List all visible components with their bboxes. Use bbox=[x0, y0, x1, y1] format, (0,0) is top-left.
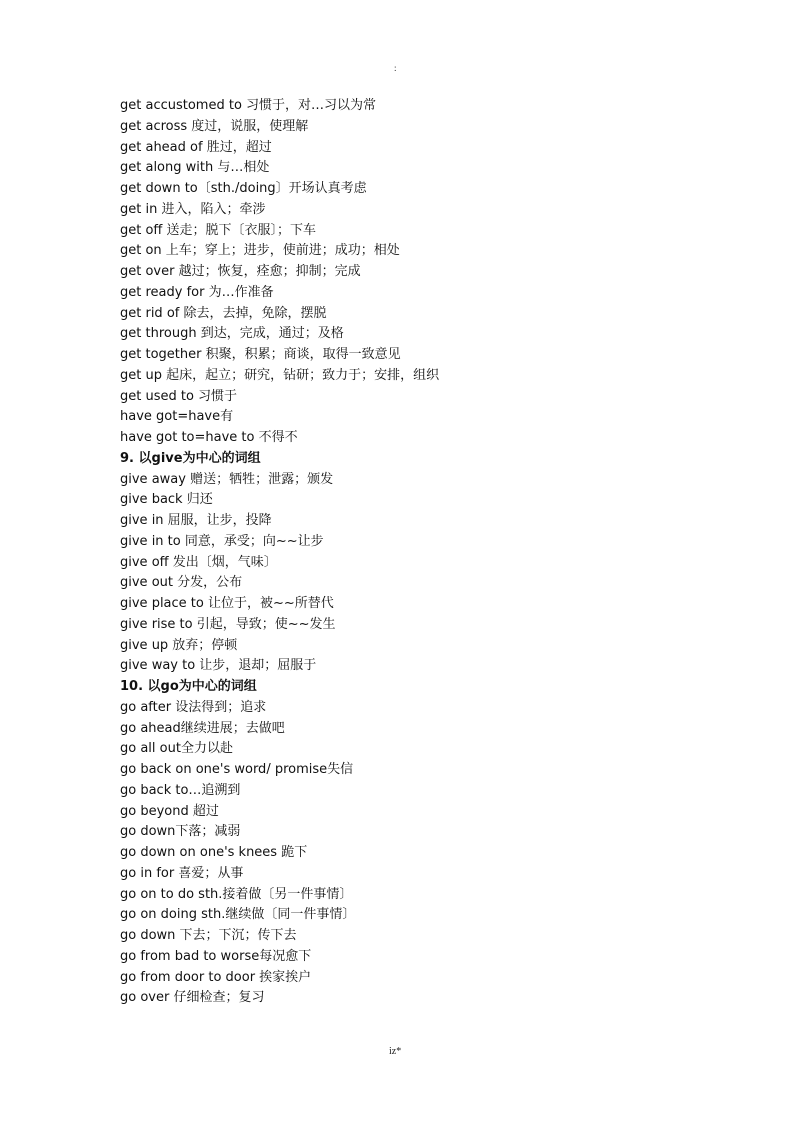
page-footer-mark: iz* bbox=[389, 1046, 402, 1057]
phrase-line: give off 发出〔烟，气味〕 bbox=[120, 554, 277, 570]
phrase-line: get in 进入，陷入；牵涉 bbox=[120, 201, 266, 217]
phrase-line: go down下落；减弱 bbox=[120, 824, 241, 840]
phrase-line: go back to…追溯到 bbox=[120, 782, 241, 798]
phrase-line: give place to 让位于，被~~所替代 bbox=[120, 596, 334, 611]
phrase-line: give in 屈服，让步，投降 bbox=[120, 513, 272, 528]
phrase-line: get up 起床，起立；研究，钻研；致力于；安排，组织 bbox=[120, 367, 440, 383]
phrase-line: go from door to door 挨家挨户 bbox=[120, 969, 312, 985]
phrase-line: get accustomed to 习惯于，对…习以为常 bbox=[120, 98, 377, 113]
phrase-line: go down 下去；下沉；传下去 bbox=[120, 928, 297, 943]
phrase-line: get rid of 除去，去掉，免除，摆脱 bbox=[120, 305, 327, 321]
phrase-line: get across 度过，说服，使理解 bbox=[120, 118, 309, 134]
phrase-line: go back on one's word/ promise失信 bbox=[120, 762, 354, 777]
phrase-line: get over 越过；恢复，痊愈；抑制；完成 bbox=[120, 264, 361, 279]
phrase-line: give up 放弃；停顿 bbox=[120, 637, 238, 653]
phrase-line: give away 赠送；牺牲；泄露；颁发 bbox=[120, 471, 334, 487]
phrase-line: go after 设法得到；追求 bbox=[120, 699, 267, 715]
section-heading: 10. 以go为中心的词组 bbox=[120, 679, 257, 694]
phrase-line: get ahead of 胜过，超过 bbox=[120, 139, 272, 155]
phrase-line: have got to=have to 不得不 bbox=[120, 430, 298, 445]
phrase-line: have got=have有 bbox=[120, 409, 234, 425]
phrase-line: go beyond 超过 bbox=[120, 803, 219, 819]
phrase-line: go on to do sth.接着做〔另一件事情〕 bbox=[120, 886, 353, 902]
phrase-line: get through 到达，完成，通过；及格 bbox=[120, 326, 344, 342]
phrase-line: give back 归还 bbox=[120, 492, 213, 508]
phrase-line: get used to 习惯于 bbox=[120, 388, 238, 404]
phrase-line: go from bad to worse每况愈下 bbox=[120, 948, 312, 964]
phrase-line: go all out全力以赴 bbox=[120, 741, 233, 757]
phrase-line: get on 上车；穿上；进步，使前进；成功；相处 bbox=[120, 243, 400, 259]
phrase-line: get along with 与…相处 bbox=[120, 160, 270, 176]
phrase-line: get off 送走；脱下〔衣服〕；下车 bbox=[120, 222, 317, 238]
phrase-line: get together 积聚，积累；商谈，取得一致意见 bbox=[120, 347, 401, 362]
phrase-line: get down to〔sth./doing〕开场认真考虑 bbox=[120, 181, 367, 196]
phrase-list bbox=[120, 96, 720, 1009]
section-heading: 9. 以give为中心的词组 bbox=[120, 450, 261, 466]
phrase-line: go on doing sth.继续做〔同一件事情〕 bbox=[120, 907, 356, 923]
phrase-line: go down on one's knees 跪下 bbox=[120, 845, 308, 860]
phrase-line: give in to 同意，承受；向~~让步 bbox=[120, 533, 324, 549]
phrase-line: go in for 喜爱；从事 bbox=[120, 865, 244, 881]
header-mark: : bbox=[394, 63, 397, 73]
phrase-line: give out 分发，公布 bbox=[120, 575, 243, 591]
phrase-line: get ready for 为…作准备 bbox=[120, 284, 274, 300]
phrase-line: give way to 让步，退却；屈服于 bbox=[120, 658, 317, 674]
phrase-line: go over 仔细检查；复习 bbox=[120, 990, 265, 1006]
phrase-line: go ahead继续进展；去做吧 bbox=[120, 720, 285, 736]
phrase-line: give rise to 引起，导致；使~~发生 bbox=[120, 616, 336, 632]
